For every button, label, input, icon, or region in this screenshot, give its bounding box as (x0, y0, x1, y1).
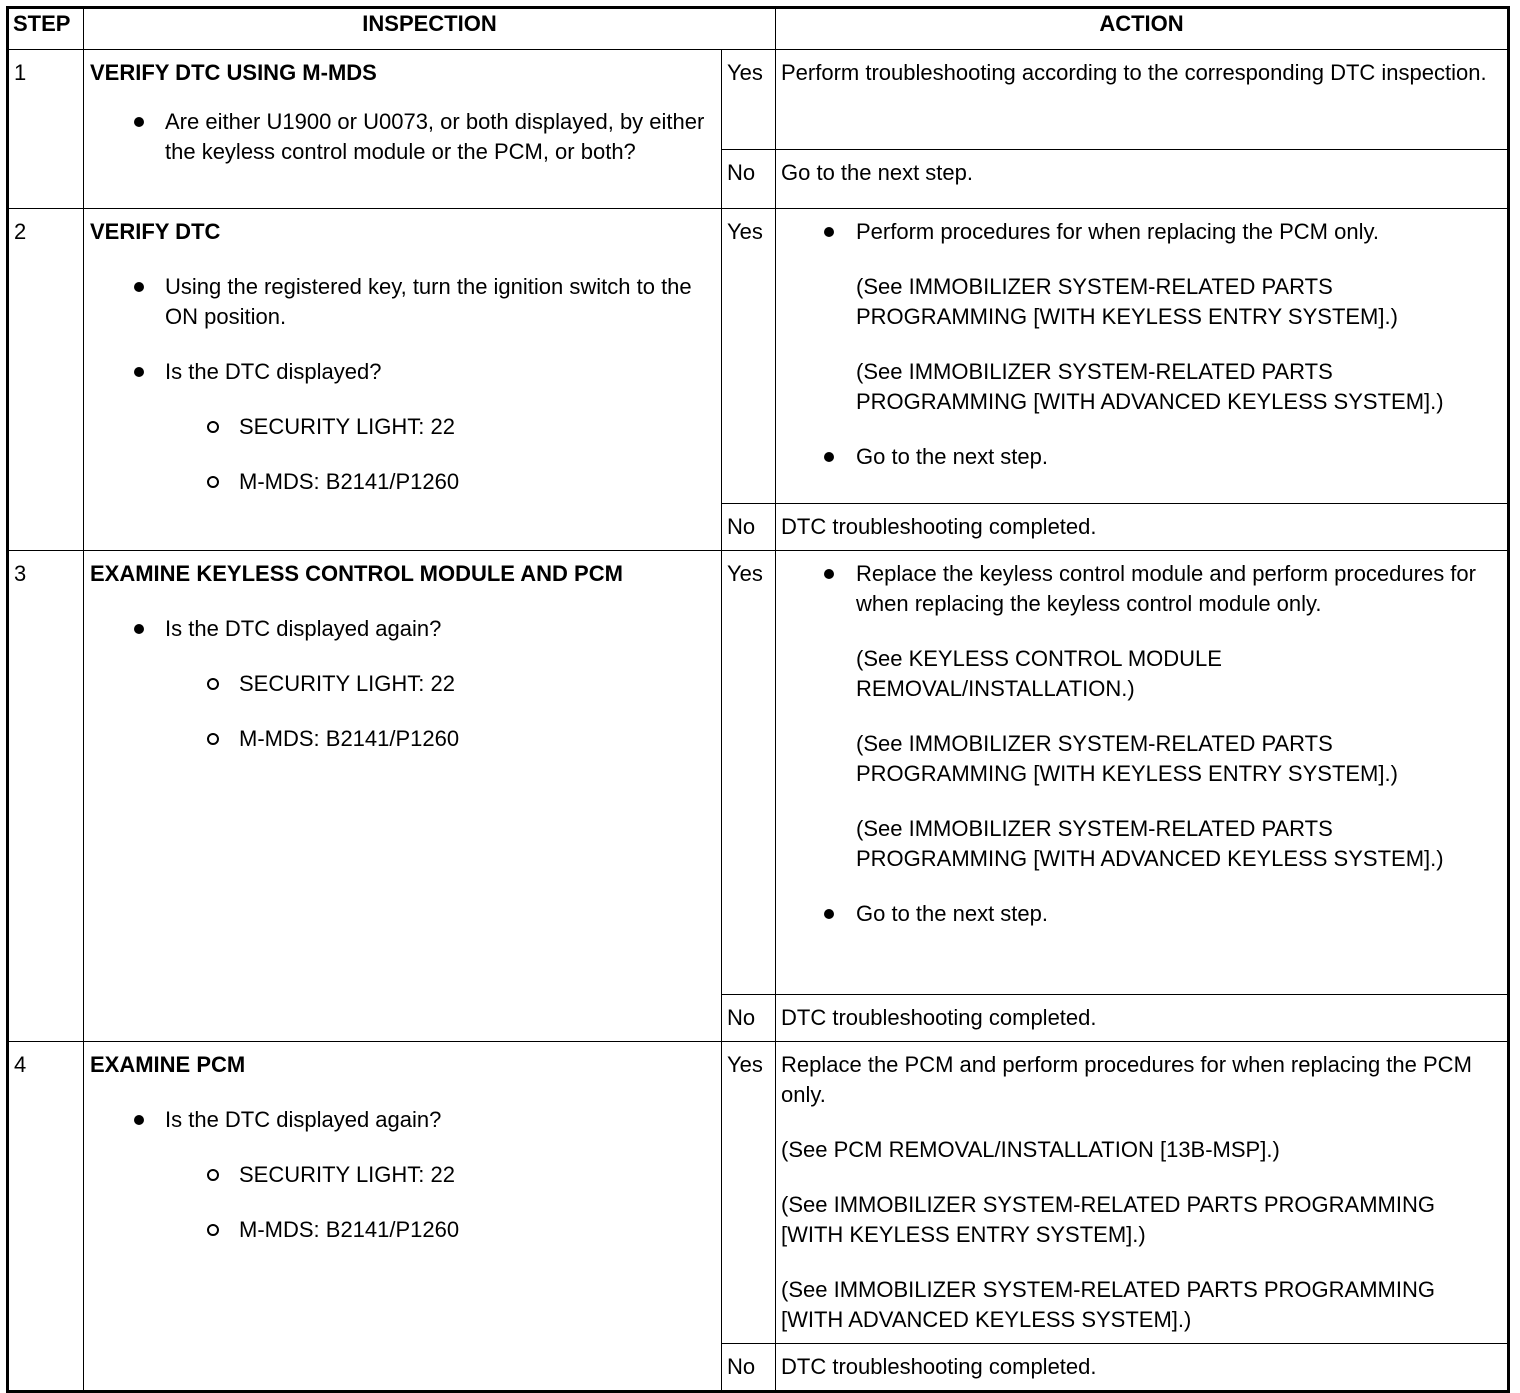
step-number: 2 (8, 209, 84, 551)
yes-label: Yes (722, 209, 776, 504)
yes-action (776, 1042, 1509, 1344)
action-reference: (See IMMOBILIZER SYSTEM-RELATED PARTS PROGRAMMING [WITH ADVANCED KEYLESS SYSTEM].) (781, 1277, 1435, 1332)
step-number: 3 (8, 551, 84, 1042)
action-bullet: Go to the next step. (781, 899, 1501, 929)
inspection-subbullet: SECURITY LIGHT: 22 (90, 412, 715, 442)
step-inspection (84, 50, 722, 209)
inspection-subbullet: M-MDS: B2141/P1260 (90, 467, 715, 497)
action-reference: (See PCM REMOVAL/INSTALLATION [13B-MSP].) (781, 1137, 1280, 1162)
no-label: No (722, 504, 776, 551)
step-title: VERIFY DTC USING M-MDS (90, 60, 377, 85)
action-bullet: Perform procedures for when replacing the PCM only. (781, 217, 1501, 247)
step-title: EXAMINE KEYLESS CONTROL MODULE AND PCM (90, 561, 623, 586)
step-inspection (84, 209, 722, 551)
inspection-bullet: Is the DTC displayed? (90, 357, 715, 387)
step-title: EXAMINE PCM (90, 1052, 246, 1077)
step-number: 4 (8, 1042, 84, 1392)
inspection-subbullet: M-MDS: B2141/P1260 (90, 1215, 715, 1245)
action-reference: (See IMMOBILIZER SYSTEM-RELATED PARTS PROGRAMMING [WITH ADVANCED KEYLESS SYSTEM].) (856, 359, 1444, 414)
inspection-bullet: Using the registered key, turn the ignition switch to the ON position. (90, 272, 715, 332)
no-action: DTC troubleshooting completed. (776, 1344, 1509, 1392)
action-reference: (See IMMOBILIZER SYSTEM-RELATED PARTS PROGRAMMING [WITH ADVANCED KEYLESS SYSTEM].) (856, 816, 1444, 871)
yes-action (776, 209, 1509, 504)
yes-action: Perform troubleshooting according to the corresponding DTC inspection. (776, 50, 1509, 150)
no-action: Go to the next step. (776, 150, 1509, 209)
no-label: No (722, 995, 776, 1042)
header-inspection: INSPECTION (84, 8, 776, 50)
action-reference: (See IMMOBILIZER SYSTEM-RELATED PARTS PROGRAMMING [WITH KEYLESS ENTRY SYSTEM].) (781, 1192, 1435, 1247)
yes-label: Yes (722, 551, 776, 995)
yes-label: Yes (722, 1042, 776, 1344)
step-number: 1 (8, 50, 84, 209)
action-text: Replace the PCM and perform procedures for when replacing the PCM only. (781, 1052, 1472, 1107)
troubleshooting-table (6, 6, 1510, 1393)
no-label: No (722, 1344, 776, 1392)
action-bullet: Go to the next step. (781, 442, 1501, 472)
inspection-bullet: Is the DTC displayed again? (90, 614, 715, 644)
header-row (8, 8, 1509, 50)
yes-action (776, 551, 1509, 995)
action-reference: (See IMMOBILIZER SYSTEM-RELATED PARTS PROGRAMMING [WITH KEYLESS ENTRY SYSTEM].) (856, 274, 1398, 329)
inspection-subbullet: SECURITY LIGHT: 22 (90, 669, 715, 699)
no-action: DTC troubleshooting completed. (776, 995, 1509, 1042)
step-3-yes-row (8, 551, 1509, 995)
step-2-yes-row (8, 209, 1509, 504)
inspection-subbullet: SECURITY LIGHT: 22 (90, 1160, 715, 1190)
no-action: DTC troubleshooting completed. (776, 504, 1509, 551)
no-label: No (722, 150, 776, 209)
inspection-subbullet: M-MDS: B2141/P1260 (90, 724, 715, 754)
step-4-yes-row (8, 1042, 1509, 1344)
header-action: ACTION (776, 8, 1509, 50)
step-inspection (84, 551, 722, 1042)
inspection-bullet: Is the DTC displayed again? (90, 1105, 715, 1135)
step-1-yes-row (8, 50, 1509, 150)
header-step: STEP (8, 8, 84, 50)
action-reference: (See IMMOBILIZER SYSTEM-RELATED PARTS PROGRAMMING [WITH KEYLESS ENTRY SYSTEM].) (856, 731, 1398, 786)
inspection-bullet: Are either U1900 or U0073, or both displayed, by either the keyless control module or the PCM, or both? (90, 107, 715, 167)
step-title: VERIFY DTC (90, 219, 221, 244)
step-inspection (84, 1042, 722, 1392)
action-bullet: Replace the keyless control module and perform procedures for when replacing the keyless control module only. (781, 559, 1501, 619)
action-reference: (See KEYLESS CONTROL MODULE REMOVAL/INSTALLATION.) (856, 646, 1222, 701)
yes-label: Yes (722, 50, 776, 150)
